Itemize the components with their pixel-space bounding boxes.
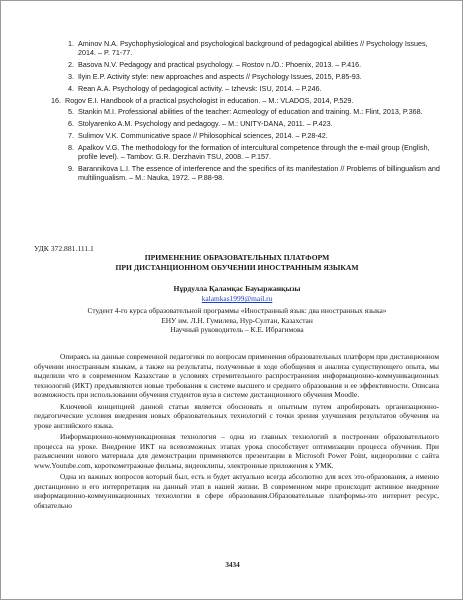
udc-code: УДК 372.881.111.1	[34, 244, 94, 253]
reference-text: Rogov E.I. Handbook of a practical psychologist in education. – M.: VLADOS, 2014, P.529.	[65, 95, 354, 105]
author-affiliation	[41, 306, 433, 335]
reference-text: Sulimov V.K. Communicative space // Philosophical sciences, 2014. – P.28-42.	[78, 130, 328, 140]
affiliation-university: ЕНУ им. Л.Н. Гумилева, Нур-Султан, Казахстан	[161, 315, 313, 325]
reference-number: 9.	[68, 163, 74, 173]
reference-text: Stankin M.I. Professional abilities of the teacher: Acmeology of education and training. M.: Flint, 2013, P.368.	[78, 107, 423, 117]
body-paragraph: Ключевой концепцией данной статьи является обосновать и опытным путем апробировать организационно-педагогические условия внедрения новых образовательных технологий с точки зрения улучшения результатов обучения на уроке английского языка.	[34, 401, 439, 430]
reference-item	[41, 39, 441, 58]
reference-item	[41, 143, 441, 162]
page-number: 3434	[225, 561, 240, 569]
article-body	[34, 352, 439, 512]
reference-number: 4.	[68, 83, 74, 93]
reference-text: Rean A.A. Psychology of pedagogical activity. – Izhevsk: ISU, 2014. – P.246.	[78, 83, 322, 93]
title-line: ПРИ ДИСТАНЦИОННОМ ОБУЧЕНИИ ИНОСТРАННЫМ ЯЗЫКАМ	[115, 263, 359, 272]
reference-number: 6.	[68, 119, 74, 129]
reference-item	[41, 164, 441, 183]
reference-text: Basova N.V. Pedagogy and practical psychology. – Rostov n./D.: Phoenix, 2013. – P.416.	[78, 60, 362, 70]
reference-number: 3.	[68, 72, 74, 81]
reference-item	[41, 107, 441, 116]
reference-text: Aminov N.A. Psychophysiological and psychological background of pedagogical abilities // Psychology Issues, 2014. – P. 71-77.	[78, 39, 428, 58]
reference-item	[41, 72, 441, 81]
reference-item	[41, 119, 441, 128]
reference-number: 1.	[68, 39, 74, 48]
body-paragraph: Одна из важных вопросов который был, есть и будет актуально всегда абсолютно для всех это-образования, а именно дистанционно и его интерпретация на данный этап в нашей жизни. В современном мире происходит активное внедрение информационно-коммуникационных технологии в сфере образования.Образовательные платформы-это интернет ресурс, обязательно	[34, 472, 439, 510]
reference-text: Stolyarenko A.M. Psychology and pedagogy. – M.: UNITY-DANA, 2011. – P.423.	[78, 119, 333, 129]
reference-item	[41, 96, 441, 105]
reference-item	[41, 84, 441, 93]
reference-text: Apalkov V.G. The methodology for the formation of intercultural competence through the e-mail group (English, profile level). – Tambov: G.R. Derzhavin TSU, 2008. – P.157.	[78, 142, 430, 162]
reference-list	[41, 39, 441, 185]
reference-number: 7.	[68, 130, 74, 140]
reference-number: 5.	[68, 107, 74, 117]
reference-number: 8.	[68, 142, 74, 152]
title-line: ПРИМЕНЕНИЕ ОБРАЗОВАТЕЛЬНЫХ ПЛАТФОРМ	[144, 253, 330, 262]
reference-number: 16.	[51, 95, 61, 105]
author-name: Нұрдулла Қаламқас Бауыржанқызы	[173, 284, 301, 293]
body-paragraph: Опираясь на данные современной педагогики по вопросам применения образовательных платформ при дистанционном обучении иностранным языкам, а также на результаты, полученные в ходе обобщения и анализа существующего опыта, мы выделили что в современном Казахстане в условиях стремительного распространения информационно-коммуникационных технологий (ИКТ) предъявляются новые требования к системе высшего и среднего образования и ее эффективности. Описана возможность при использовании обучения студентов вуза в системе дистанционного обучения Moodle.	[34, 352, 439, 399]
affiliation-supervisor: Научный руководитель – К.Е. Ибрагимова	[170, 325, 304, 334]
reference-text: Ilyin E.P. Activity style: new approaches and aspects // Psychology Issues, 2015, P.85-93.	[78, 72, 362, 81]
affiliation-program: Студент 4-го курса образовательной программы «Иностранный язык: два иностранных языка»	[87, 306, 387, 315]
article-title	[41, 253, 433, 273]
reference-text: Barannikova L.I. The essence of interference and the specifics of its manifestation // Problems of billingualism and multilingualism. – M.: Nauka, 1972. – P.88-98.	[78, 163, 440, 183]
reference-number: 2.	[68, 60, 74, 70]
reference-item	[41, 131, 441, 140]
body-paragraph: Информационно-коммуникационная технология – одна из главных технологий в построении образовательного процесса на уроке. Внедрение ИКТ на всевозможных этапах урока способствует оптимизации процесса обучения. При разъяснении нового материала для демонстрации применяются презентации в Microsoft Power Point, видеоролики с сайта www.Youtube.com, короткометражные фильмы, видеоклипы, электронные приложения к УМК.	[34, 432, 439, 470]
reference-item	[41, 60, 441, 69]
author-email-link[interactable]: kalamkas1999@mail.ru	[201, 294, 273, 303]
